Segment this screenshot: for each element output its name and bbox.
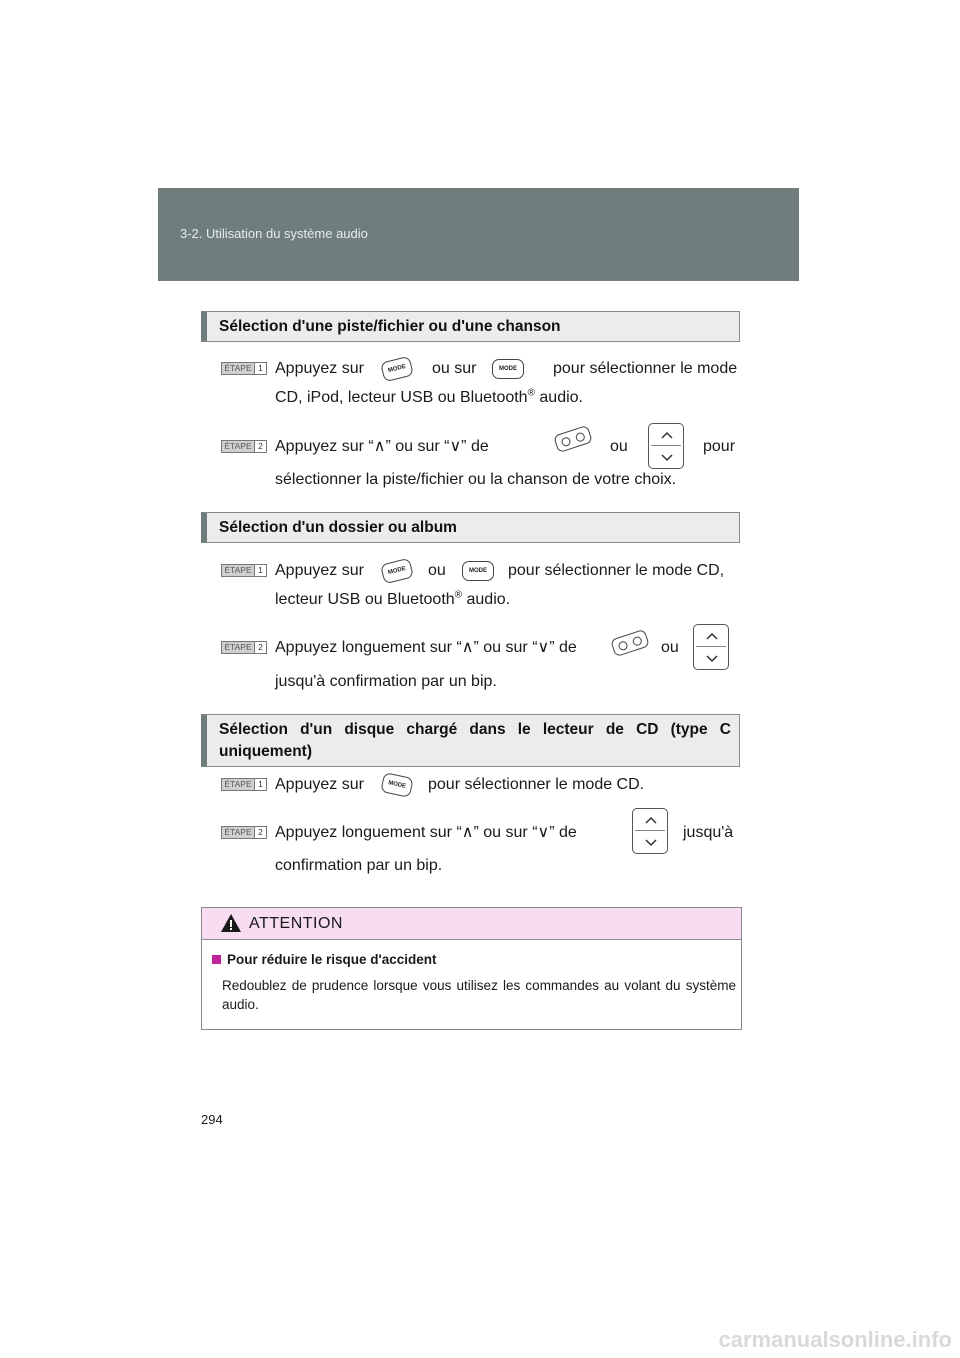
step-text: Appuyez sur (275, 562, 364, 579)
chevron-up-icon (661, 431, 673, 439)
step-text: Appuyez sur “∧” ou sur “∨” de (275, 438, 489, 455)
steering-rocker-icon (632, 808, 668, 854)
step-text: jusqu'à (683, 824, 734, 841)
footer-watermark: carmanualsonline.info (718, 1327, 952, 1352)
step-text: pour sélectionner le mode CD. (428, 776, 645, 793)
attention-header (202, 908, 741, 940)
step-label: ÉTAPE (222, 779, 254, 790)
step-badge-2 (221, 641, 267, 654)
steering-rocker-icon (693, 624, 729, 670)
step-text: jusqu'à confirmation par un bip. (275, 673, 497, 690)
step-text: ou (661, 639, 679, 656)
chevron-down-icon (645, 839, 657, 847)
step-text: Appuyez sur (275, 776, 364, 793)
step-badge-2 (221, 440, 267, 453)
breadcrumb: 3-2. Utilisation du système audio (180, 226, 368, 241)
chapter-header (158, 188, 799, 281)
mode-button-icon: MODE (380, 356, 414, 383)
attention-body: Redoublez de prudence lorsque vous utilisez les commandes au volant du système audio. (222, 978, 736, 1012)
mode-button-icon: MODE (380, 772, 414, 798)
section-title-text: Sélection d'un dossier ou album (219, 519, 457, 536)
seek-switch-icon (610, 629, 650, 657)
step-text: ou sur (432, 360, 477, 377)
section-title-disc-select (201, 714, 740, 767)
section-title-text: Sélection d'une piste/fichier ou d'une chanson (219, 318, 561, 335)
step-text: Appuyez longuement sur “∧” ou sur “∨” de (275, 824, 577, 841)
step-label: ÉTAPE (222, 642, 254, 653)
step-badge-2 (221, 826, 267, 839)
step-text: ou (610, 438, 628, 455)
steering-mode-button-icon: MODE (492, 359, 524, 379)
step-badge-1 (221, 564, 267, 577)
steering-mode-button-icon: MODE (462, 561, 494, 581)
page-number: 294 (201, 1112, 223, 1127)
mode-button-icon: MODE (380, 558, 414, 585)
step-label: ÉTAPE (222, 827, 254, 838)
step-number: 2 (254, 642, 266, 653)
step-label: ÉTAPE (222, 441, 254, 452)
section-title-track-select (201, 311, 740, 342)
seek-switch-icon (553, 425, 593, 453)
step-text: pour (703, 438, 736, 455)
step-label: ÉTAPE (222, 363, 254, 374)
step-text: Appuyez longuement sur “∧” ou sur “∨” de (275, 639, 577, 656)
step-number: 2 (254, 441, 266, 452)
step-badge-1 (221, 778, 267, 791)
step-text: CD, iPod, lecteur USB ou Bluetooth® audio. (275, 387, 583, 406)
step-text: confirmation par un bip. (275, 857, 443, 874)
warning-icon (220, 913, 242, 933)
attention-subtitle: Pour réduire le risque d'accident (212, 952, 437, 967)
step-text: lecteur USB ou Bluetooth® audio. (275, 589, 511, 608)
step-text: sélectionner la piste/fichier ou la chanson de votre choix. (275, 471, 677, 488)
step-text: pour sélectionner le mode CD, (508, 562, 725, 579)
step-badge-1 (221, 362, 267, 375)
bullet-square-icon (212, 955, 221, 964)
chevron-down-icon (661, 454, 673, 462)
step-number: 2 (254, 827, 266, 838)
section-title-text: uniquement) (219, 743, 312, 760)
steering-rocker-icon (648, 423, 684, 469)
attention-box (201, 907, 742, 1030)
chevron-up-icon (645, 816, 657, 824)
step-text: Appuyez sur (275, 360, 364, 377)
step-label: ÉTAPE (222, 565, 254, 576)
chevron-up-icon (706, 632, 718, 640)
step-text: ou (428, 562, 446, 579)
chevron-down-icon (706, 655, 718, 663)
step-number: 1 (254, 779, 266, 790)
attention-title: ATTENTION (249, 915, 343, 932)
section-title-folder-select (201, 512, 740, 543)
step-number: 1 (254, 565, 266, 576)
step-text: pour sélectionner le mode (553, 360, 738, 377)
step-number: 1 (254, 363, 266, 374)
section-title-text: Sélection d'un disque chargé dans le lecteur de CD (type C (219, 721, 731, 738)
